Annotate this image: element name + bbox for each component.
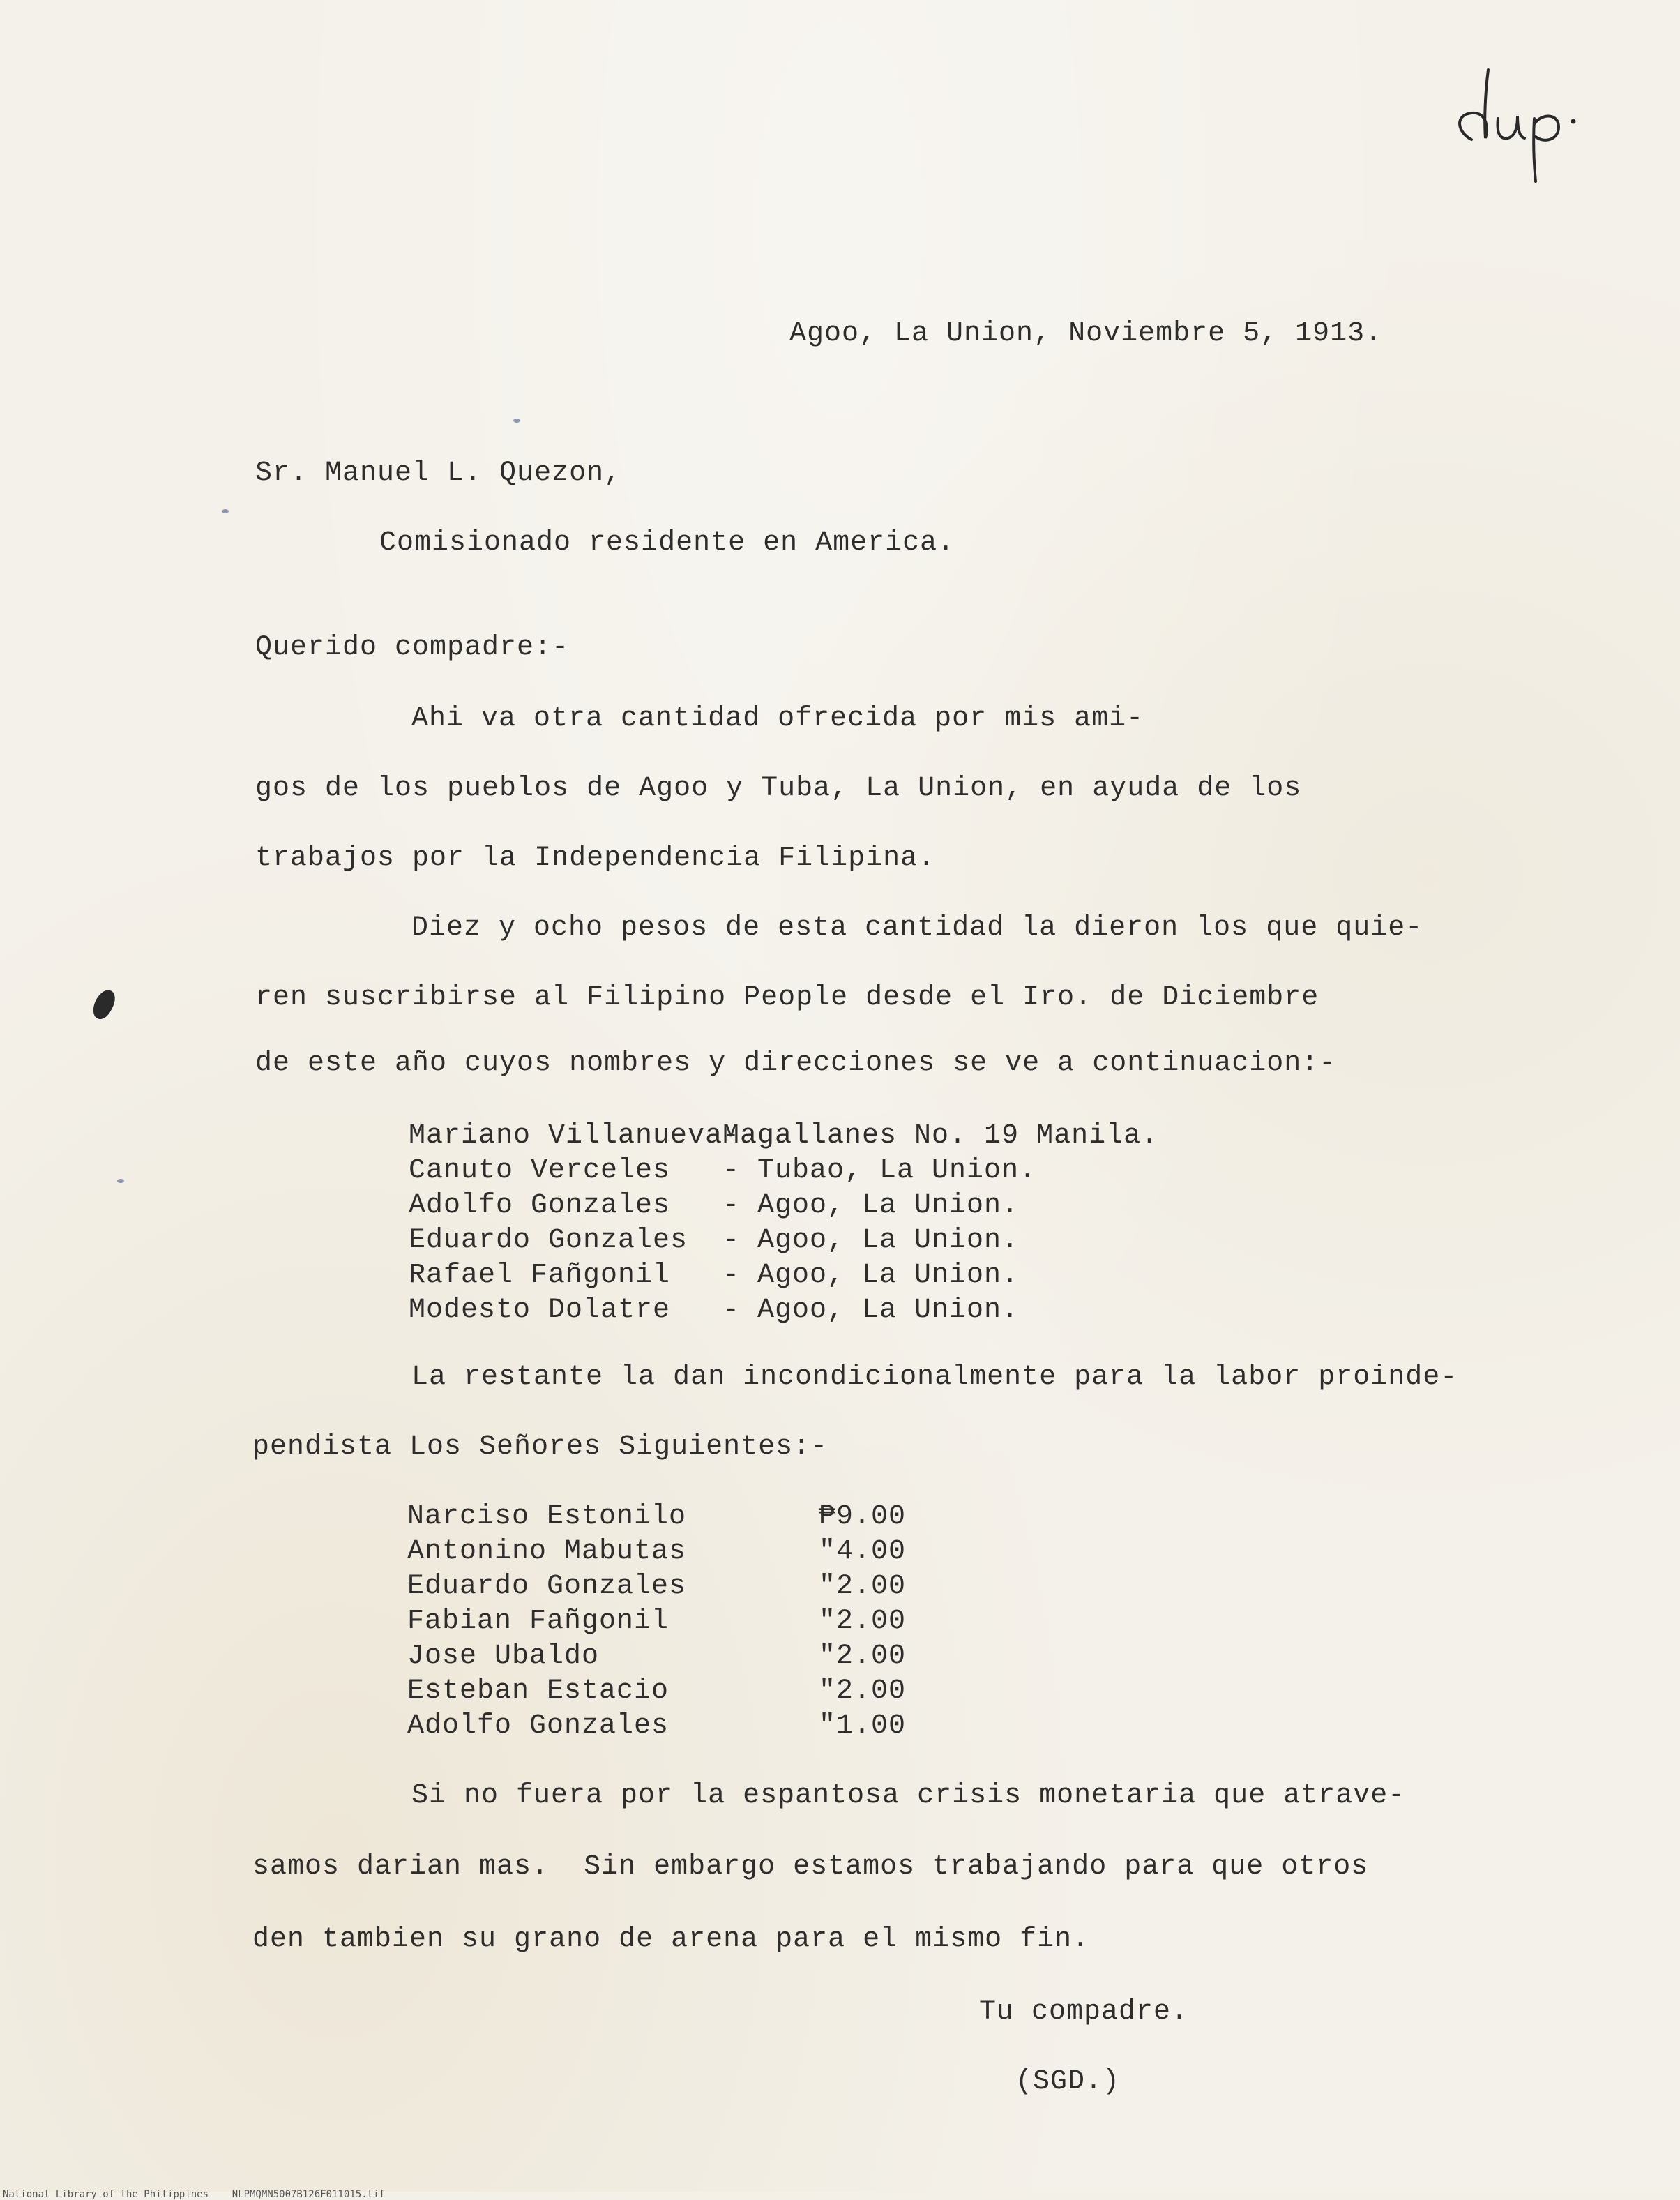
- donor-name: Adolfo Gonzales: [407, 1710, 669, 1742]
- paragraph-line: samos darian mas. Sin embargo estamos trabajando para que otros: [252, 1851, 1369, 1883]
- recipient-title: Comisionado residente en America.: [379, 527, 955, 559]
- donor-name: Esteban Estacio: [407, 1675, 669, 1707]
- donor-name: Fabian Fañgonil: [407, 1606, 669, 1637]
- list-item: [409, 1225, 1246, 1260]
- subscriber-address: Magallanes No. 19 Manila.: [722, 1120, 1159, 1152]
- list-item: [407, 1710, 1035, 1745]
- subscriber-name: Eduardo Gonzales: [409, 1225, 688, 1256]
- salutation: Querido compadre:-: [255, 632, 570, 663]
- paragraph-line: Si no fuera por la espantosa crisis monetaria que atrave-: [411, 1780, 1406, 1811]
- subscriber-address: - Agoo, La Union.: [722, 1225, 1020, 1256]
- signature: (SGD.): [1015, 2066, 1121, 2097]
- paragraph-line: Ahi va otra cantidad ofrecida por mis ami-: [411, 703, 1144, 734]
- paragraph-line: de este año cuyos nombres y direcciones se ve a continuacion:-: [255, 1048, 1337, 1079]
- list-item: [409, 1155, 1246, 1190]
- paragraph-line: gos de los pueblos de Agoo y Tuba, La Union, en ayuda de los: [255, 773, 1302, 804]
- paragraph-line: Diez y ocho pesos de esta cantidad la dieron los que quie-: [411, 912, 1423, 944]
- recipient-name: Sr. Manuel L. Quezon,: [255, 458, 622, 489]
- donor-amount: "4.00: [819, 1536, 907, 1567]
- ink-speck: [222, 509, 229, 513]
- donor-name: Jose Ubaldo: [407, 1641, 600, 1672]
- subscriber-name: Adolfo Gonzales: [409, 1190, 671, 1221]
- donor-list: [407, 1501, 1035, 1745]
- handwritten-dup-annotation: [1444, 49, 1625, 188]
- ink-speck: [513, 419, 520, 423]
- paragraph-line: den tambien su grano de arena para el mismo fin.: [252, 1924, 1090, 1955]
- paragraph-line: trabajos por la Independencia Filipina.: [255, 843, 936, 874]
- list-item: [409, 1190, 1246, 1225]
- donor-name: Antonino Mabutas: [407, 1536, 687, 1567]
- subscriber-address: - Agoo, La Union.: [722, 1295, 1020, 1326]
- list-item: [407, 1536, 1035, 1571]
- list-item: [409, 1295, 1246, 1329]
- subscriber-address: - Agoo, La Union.: [722, 1190, 1020, 1221]
- subscriber-name: Rafael Fañgonil: [409, 1260, 671, 1291]
- donor-name: Narciso Estonilo: [407, 1501, 687, 1532]
- donor-amount: "2.00: [819, 1606, 907, 1637]
- list-item: [409, 1260, 1246, 1295]
- donor-amount: "1.00: [819, 1710, 907, 1742]
- subscriber-list: [409, 1120, 1246, 1329]
- subscriber-name: Modesto Dolatre: [409, 1295, 671, 1326]
- subscriber-name: Canuto Verceles: [409, 1155, 671, 1186]
- list-item: [407, 1571, 1035, 1606]
- subscriber-name: Mariano Villanueva-: [409, 1120, 741, 1152]
- ink-speck: [117, 1179, 124, 1183]
- donor-amount: "2.00: [819, 1675, 907, 1707]
- list-item: [407, 1641, 1035, 1675]
- list-item: [407, 1501, 1035, 1536]
- subscriber-address: - Agoo, La Union.: [722, 1260, 1020, 1291]
- list-item: [409, 1120, 1246, 1155]
- archive-footer: National Library of the Philippines NLPMQMN5007B126F011015.tif: [3, 2189, 385, 2200]
- paragraph-line: pendista Los Señores Siguientes:-: [252, 1431, 828, 1463]
- paragraph-line: ren suscribirse al Filipino People desde el Iro. de Diciembre: [255, 982, 1319, 1014]
- donor-name: Eduardo Gonzales: [407, 1571, 687, 1602]
- donor-amount: "2.00: [819, 1571, 907, 1602]
- paragraph-line: La restante la dan incondicionalmente para la labor proinde-: [411, 1362, 1458, 1393]
- list-item: [407, 1606, 1035, 1641]
- subscriber-address: - Tubao, La Union.: [722, 1155, 1037, 1186]
- date-line: Agoo, La Union, Noviembre 5, 1913.: [789, 318, 1383, 349]
- closing: Tu compadre.: [979, 1996, 1189, 2028]
- list-item: [407, 1675, 1035, 1710]
- ink-blot: [89, 986, 119, 1022]
- donor-amount: "2.00: [819, 1641, 907, 1672]
- donor-amount: ₱9.00: [819, 1501, 907, 1532]
